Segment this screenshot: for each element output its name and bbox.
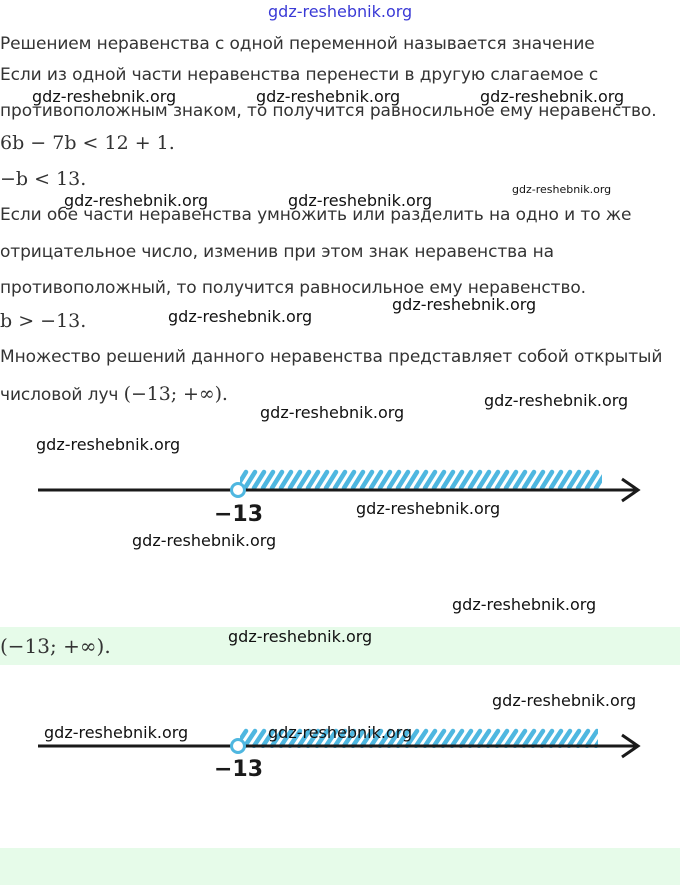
rule-transfer-line-1: Если из одной части неравенства перенести в другую слагаемое с [0, 65, 599, 85]
answer-interval: (−13; +∞). [0, 634, 111, 658]
equation-step-1: 6b − 7b < 12 + 1. [0, 132, 175, 154]
watermark: gdz-reshebnik.org [480, 87, 625, 106]
definition-text: Решением неравенства с одной переменной называется значение [0, 34, 595, 54]
equation-step-2: −b < 13. [0, 168, 87, 190]
rule-multiply-line-2: отрицательное число, изменив при этом знак неравенства на [0, 242, 554, 262]
watermark: gdz-reshebnik.org [32, 87, 177, 106]
hatched-region [236, 472, 624, 488]
watermark: gdz-reshebnik.org [44, 723, 189, 742]
watermark: gdz-reshebnik.org [512, 183, 612, 196]
watermark-top: gdz-reshebnik.org [268, 2, 413, 21]
hatch-stroke [614, 731, 624, 746]
open-point-icon [232, 740, 245, 753]
watermark: gdz-reshebnik.org [64, 191, 209, 210]
watermark: gdz-reshebnik.org [228, 627, 373, 646]
rule-multiply-line-3: противоположный, то получится равносильное ему неравенство. [0, 278, 586, 298]
watermark: gdz-reshebnik.org [288, 191, 433, 210]
watermark: gdz-reshebnik.org [452, 595, 597, 614]
open-point-icon [232, 484, 245, 497]
solution-set-line-2 [0, 383, 228, 405]
watermark: gdz-reshebnik.org [492, 691, 637, 710]
watermark: gdz-reshebnik.org [392, 295, 537, 314]
watermark: gdz-reshebnik.org [36, 435, 181, 454]
point-label: −13 [214, 757, 264, 782]
watermark: gdz-reshebnik.org [132, 531, 277, 550]
watermark: gdz-reshebnik.org [268, 723, 413, 742]
number-line-1 [0, 460, 680, 530]
point-label: −13 [214, 502, 264, 527]
watermark: gdz-reshebnik.org [260, 403, 405, 422]
solution-set-text: числовой луч [0, 385, 119, 405]
solution-set-line-1: Множество решений данного неравенства представляет собой открытый [0, 347, 663, 367]
rule-multiply-line-1: Если обе части неравенства умножить или разделить на одно и то же [0, 205, 632, 225]
solution-set-interval: (−13; +∞). [123, 383, 228, 405]
watermark: gdz-reshebnik.org [168, 307, 313, 326]
watermark: gdz-reshebnik.org [484, 391, 629, 410]
equation-step-3: b > −13. [0, 310, 87, 332]
watermark: gdz-reshebnik.org [356, 499, 501, 518]
hatch-stroke [605, 472, 615, 488]
rule-transfer-line-2: противоположным знаком, то получится равносильное ему неравенство. [0, 101, 657, 121]
answer-band-bottom [0, 848, 680, 885]
watermark: gdz-reshebnik.org [256, 87, 401, 106]
hatch-stroke [605, 731, 615, 746]
